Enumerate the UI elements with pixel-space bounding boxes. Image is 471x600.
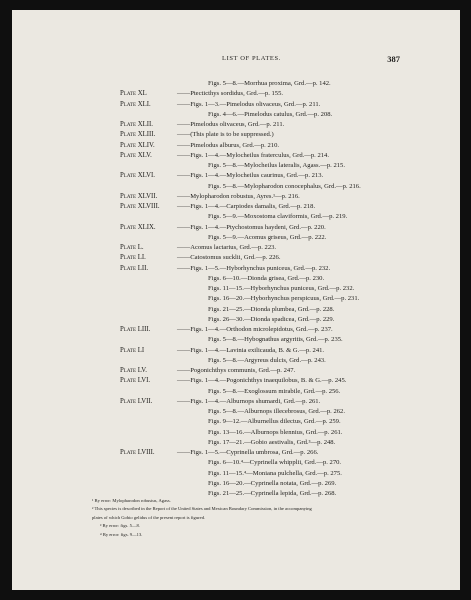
plate-entry: ——Mylopharodon robustus, Ayres.¹—p. 216.	[177, 192, 300, 200]
plate-row	[12, 397, 460, 407]
plate-label: Plate XLIX.	[120, 223, 156, 231]
plate-row	[12, 335, 460, 345]
plate-row	[12, 469, 460, 479]
plate-entry: ——Figs. 1—3.—Pimelodus olivaceus, Grd.—p. 211.	[177, 100, 321, 108]
plate-row	[12, 274, 460, 284]
plate-entry: Figs. 17—21.—Gobio aestivalis, Grd.³—p. 248.	[208, 438, 336, 446]
plate-label: Plate LIII.	[120, 326, 151, 333]
plate-row	[12, 264, 460, 274]
plate-row	[12, 212, 460, 222]
plate-entry: Figs. 5—9.—Moxostoma claviformis, Grd.—p. 219.	[208, 213, 348, 221]
plate-entry: ——Figs. 1—4.—Carpiodes damalis, Grd.—p. 218.	[177, 203, 316, 210]
plate-entry: Figs. 13—16.—Alburnops blennius, Grd.—p. 261.	[208, 428, 343, 436]
plate-row	[12, 315, 460, 325]
plate-entry: ——Figs. 1—4.—Orthodon microlepidotus, Grd.—p. 237.	[177, 326, 333, 333]
plate-row	[12, 387, 460, 397]
plate-row	[12, 325, 460, 335]
plate-entry: ——Pimelodus alburus, Grd.—p. 210.	[177, 141, 280, 149]
plate-entry: Figs. 5—8.—Mylopharodon conocephalus, Grd.—p. 216.	[208, 182, 361, 190]
page-number: 387	[387, 54, 400, 64]
plate-row	[12, 284, 460, 294]
plate-entry: ——Acomus lactarius, Grd.—p. 223.	[177, 244, 277, 251]
running-title: LIST OF PLATES.	[222, 55, 281, 62]
plate-row	[12, 223, 460, 233]
plate-entry: ——Figs. 1—4.—Mylocheilus fraterculus, Grd.—p. 214.	[177, 151, 330, 159]
plate-label: Plate LVI.	[120, 377, 151, 385]
plate-label: Plate XL	[120, 90, 147, 98]
plate-entry: Figs. 16—20.—Hyborhynchus perspicuus, Grd.—p. 231.	[208, 295, 360, 303]
plate-entry: Figs. 5—8.—Hybognathus argyritis, Grd.—p. 235.	[208, 336, 343, 344]
plate-row	[12, 417, 460, 427]
plate-label: Plate XLIII.	[120, 131, 156, 139]
plate-entry: Figs. 9—12.—Alburnellus dilectus, Grd.—p. 259.	[208, 418, 341, 426]
plate-label: Plate XLII.	[120, 121, 153, 128]
plate-label: Plate XLV.	[120, 151, 152, 159]
plate-entry: Figs. 5—8.—Mylocheilus lateralis, Agass.—p. 215.	[208, 162, 345, 169]
plate-label: Plate LII.	[120, 264, 149, 272]
plate-entry: ——Figs. 1—4.—Ptychostomus haydeni, Grd.—p. 220.	[177, 223, 326, 231]
plate-label: Plate LVIII.	[120, 449, 155, 456]
plate-row	[12, 448, 460, 458]
plate-entry: Figs. 21—25.—Dionda plumbea, Grd.—p. 228.	[208, 305, 335, 313]
plate-row	[12, 356, 460, 366]
plate-label: Plate LI	[120, 346, 145, 354]
plate-row	[12, 458, 460, 468]
plate-entry: Figs. 21—25.—Cyprinella lepida, Grd.—p. 268.	[208, 490, 337, 497]
plate-entry: ——Figs. 1—5.—Cyprinella umbrosa, Grd.—p. 266.	[177, 449, 319, 456]
plate-row	[12, 171, 460, 181]
plate-row	[12, 151, 460, 161]
footnote: ⁴ By error: figs. 9—13.	[100, 531, 143, 537]
plate-row	[12, 192, 460, 202]
plate-row	[12, 202, 460, 212]
plate-row	[12, 141, 460, 151]
plate-entry: Figs. 16—20.—Cyprinella notata, Grd.—p. 269.	[208, 479, 337, 487]
plate-list	[12, 79, 460, 499]
page-header	[12, 55, 460, 67]
footnote: plates of which Gobio gelidus of the present report is figured.	[92, 514, 206, 520]
plate-label: Plate XLVIII.	[120, 203, 160, 210]
plate-entry: Figs. 6—10.⁴—Cyprinella whipplii, Grd.—p. 270.	[208, 459, 342, 467]
footnote: ³ By error: figs. 5—8.	[100, 523, 140, 529]
plate-row	[12, 130, 460, 140]
plate-row	[12, 376, 460, 386]
plate-row	[12, 79, 460, 89]
plate-entry: Figs. 5—8.—Argyreus dulcis, Grd.—p. 243.	[208, 356, 326, 364]
plate-entry: ——Figs. 1—4.—Alburnops shumardi, Grd.—p. 261.	[177, 397, 321, 405]
plate-entry: ——(This plate is to be suppressed.)	[177, 131, 274, 139]
plate-row	[12, 294, 460, 304]
footnote: ¹ By error: Mylopharodon robustus, Agass.	[92, 498, 171, 503]
plate-label: Plate XLVI.	[120, 172, 156, 180]
plate-label: Plate L.	[120, 244, 144, 251]
plate-row	[12, 438, 460, 448]
document-page	[12, 10, 460, 590]
footnotes	[92, 497, 392, 539]
plate-row	[12, 100, 460, 110]
plate-row	[12, 479, 460, 489]
plate-label: Plate XLI.	[120, 100, 151, 108]
plate-label: Plate XLIV.	[120, 141, 155, 149]
plate-row	[12, 233, 460, 243]
plate-entry: ——Figs. 1—4.—Mylocheilus caurinus, Grd.—p. 213.	[177, 172, 324, 180]
plate-row	[12, 428, 460, 438]
footnote: ² This species is described in the Report of the United States and Mexican Boundary Commission, in the accompanying	[92, 506, 312, 512]
plate-entry: ——Figs. 1—5.—Hyborhynchus puniceus, Grd.—p. 232.	[177, 264, 331, 272]
plate-entry: Figs. 5—8.—Alburnops illecebrosus, Grd.—p. 262.	[208, 408, 345, 415]
plate-entry: ——Ptecticthys sordidus, Grd.—p. 155.	[177, 90, 284, 98]
plate-entry: ——Pimelodus olivaceus, Grd.—p. 211.	[177, 121, 285, 128]
plate-row	[12, 346, 460, 356]
plate-row	[12, 182, 460, 192]
plate-entry: ——Pogonichthys communis, Grd.—p. 247.	[177, 367, 296, 374]
plate-row	[12, 243, 460, 253]
plate-row	[12, 89, 460, 99]
plate-entry: ——Catostomus sucklii, Grd.—p. 226.	[177, 254, 281, 262]
plate-row	[12, 120, 460, 130]
plate-entry: ——Figs. 1—4.—Lavinia exilicauda, B. & G.—p. 241.	[177, 346, 325, 354]
plate-entry: Figs. 6—10.—Dionda grisea, Grd.—p. 230.	[208, 274, 325, 282]
plate-label: Plate LI.	[120, 254, 146, 262]
plate-row	[12, 407, 460, 417]
plate-label: Plate LV.	[120, 367, 147, 374]
plate-entry: Figs. 5—8.—Morrhua proxima, Grd.—p. 142.	[208, 80, 331, 87]
plate-row	[12, 253, 460, 263]
plate-entry: ——Figs. 1—4.—Pogonichthys inaequilobus, B. & G.—p. 245.	[177, 377, 347, 385]
plate-row	[12, 110, 460, 120]
plate-entry: Figs. 5—8.—Exoglossum mirabile, Grd.—p. 256.	[208, 387, 341, 395]
plate-row	[12, 161, 460, 171]
plate-entry: Figs. 5—9.—Acomus griseus, Grd.—p. 222.	[208, 233, 327, 241]
plate-row	[12, 366, 460, 376]
plate-entry: Figs. 26—30.—Dionda spadicea, Grd.—p. 229.	[208, 315, 335, 323]
plate-row	[12, 305, 460, 315]
plate-label: Plate LVII.	[120, 397, 153, 405]
plate-label: Plate XLVII.	[120, 192, 158, 200]
plate-entry: Figs. 11—15.⁴—Moniana pulchella, Grd.—p. 275.	[208, 469, 342, 477]
plate-entry: Figs. 11—15.—Hyborhynchus puniceus, Grd.—p. 232.	[208, 285, 355, 292]
plate-entry: Figs. 4—6.—Pimelodus catulus, Grd.—p. 208.	[208, 110, 333, 118]
